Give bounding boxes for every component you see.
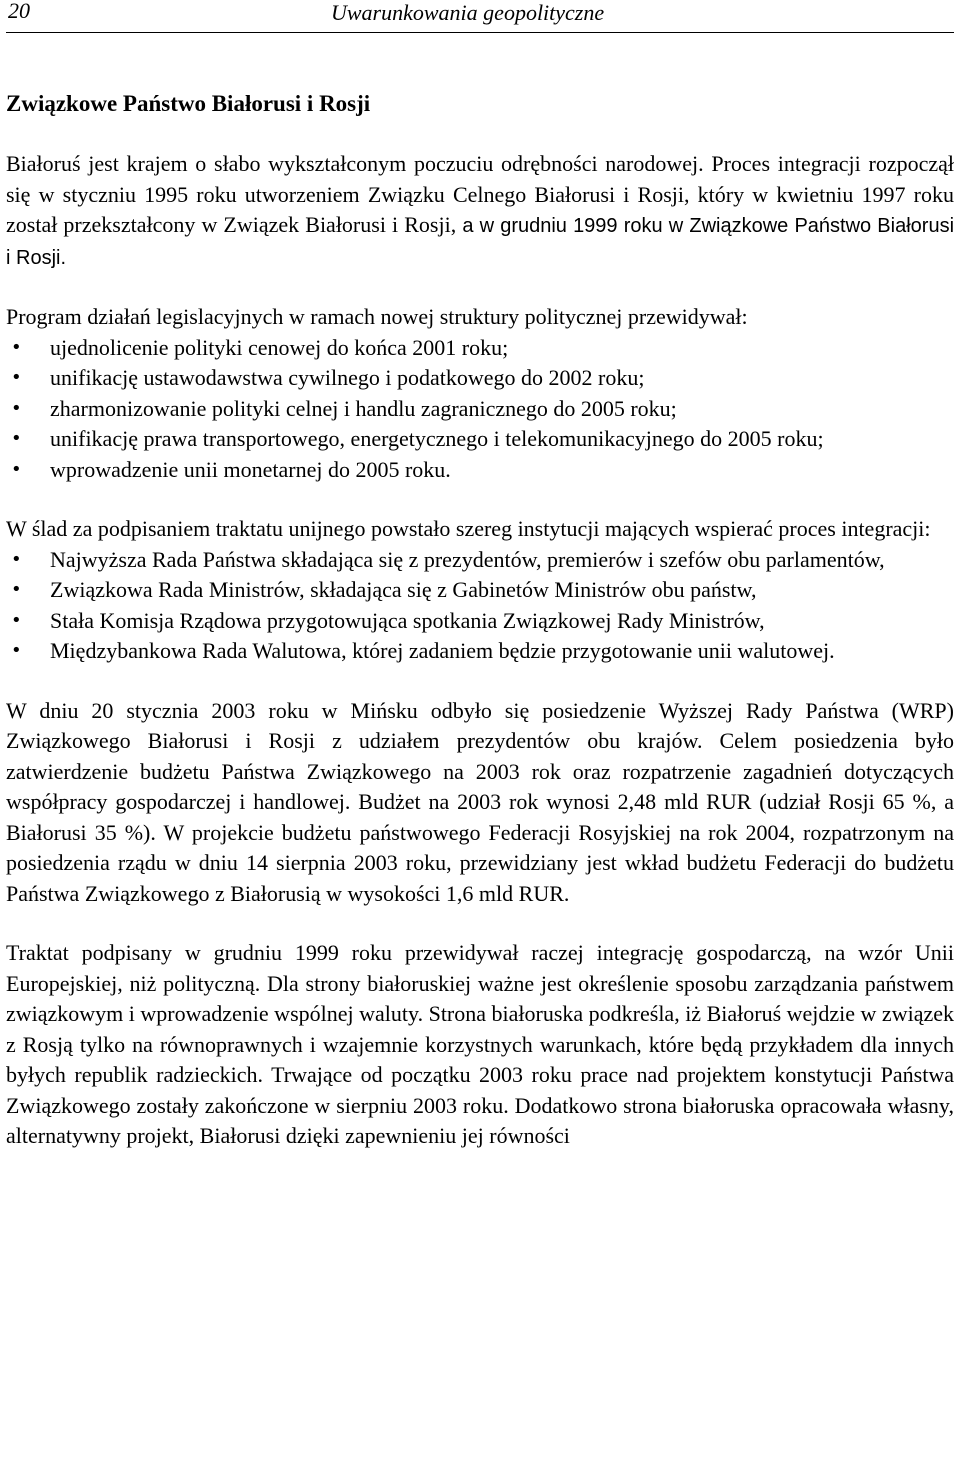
paragraph-institutions-intro: W ślad za podpisaniem traktatu unijnego powstało szereg instytucji mających wspierać proces integracji: — [6, 516, 931, 541]
list-item: • Stała Komisja Rządowa przygotowująca spotkania Związkowej Rady Ministrów, — [6, 606, 954, 637]
bullet-icon: • — [11, 579, 22, 600]
bullet-icon: • — [11, 336, 22, 358]
bullet-icon: • — [11, 397, 22, 419]
bullet-icon: • — [11, 458, 22, 480]
list-item: • Międzybankowa Rada Walutowa, której zadaniem będzie przygotowanie unii walutowej. — [6, 636, 954, 667]
list-item: • Najwyższa Rada Państwa składająca się z prezydentów, premierów i szefów obu parlamentów, — [6, 545, 954, 576]
paragraph-treaty: Traktat podpisany w grudniu 1999 roku przewidywał raczej integrację gospodarczą, na wzór Unii Europejskiej, niż polityczną. Dla strony białoruskiej ważne jest określenie sposobu zarządzania państwem związkowym i wprowadzenie wspólnej waluty. Strona białoruska podkreśla, iż Białoruś wejdzie w związek z Rosją tylko na równoprawnych i wzajemnie korzystnych warunkach, które będą przykładem dla innych byłych republik radzieckich. Trwające od początku 2003 roku prace nad projektem konstytucji Państwa Związkowego zostały zakończone w sierpniu 2003 roku. Dodatkowo strona białoruska opracowała własny, alternatywny projekt, Białorusi dzięki zapewnieniu jej równości — [6, 940, 954, 1148]
institutions-list — [6, 545, 954, 667]
list-item: • zharmonizowanie polityki celnej i handlu zagranicznego do 2005 roku; — [6, 394, 954, 425]
list-item: • Związkowa Rada Ministrów, składająca się z Gabinetów Ministrów obu państw, — [6, 575, 954, 606]
running-header — [6, 0, 954, 33]
bullet-icon: • — [11, 609, 22, 631]
list-item: • ujednolicenie polityki cenowej do końca 2001 roku; — [6, 333, 954, 364]
bullet-icon: • — [11, 548, 22, 570]
list-item: • unifikację ustawodawstwa cywilnego i podatkowego do 2002 roku; — [6, 363, 954, 394]
running-title: Uwarunkowania geopolityczne — [331, 0, 605, 25]
paragraph-wrp-meeting: W dniu 20 stycznia 2003 roku w Mińsku odbyło się posiedzenie Wyższej Rady Państwa (WRP) Związkowego Białorusi i Rosji z udziałem prezydentów obu krajów. Celem posiedzenia było zatwierdzenie budżetu Państwa Związkowego na 2003 rok oraz rozpatrzenie zagadnień dotyczących współpracy gospodarczej i handlowej. Budżet na 2003 rok wynosi 2,48 mld RUR (udział Rosji 65 %, a Białorusi 35 %). W projekcie budżetu państwowego Federacji Rosyjskiej na rok 2004, rozpatrzonym na posiedzenia rządu w dniu 14 sierpnia 2003 roku, przewidziany jest wkład budżetu Federacji do budżetu Państwa Związkowego z Białorusią w wysokości 1,6 mld RUR. — [6, 697, 954, 906]
paragraph-intro-text: Białoruś jest krajem o słabo wykształconym poczuciu odrębności narodowej. Proces integracji rozpoczął się w styczniu 1995 roku utworzeniem Związku Celnego Białorusi i Rosji, który w kwietniu 1997 roku został przekształcony w Związek Białorusi i Rosji, — [6, 151, 954, 237]
page-number: 20 — [8, 0, 30, 23]
paragraph-program-intro: Program działań legislacyjnych w ramach nowej struktury politycznej przewidywał: — [6, 304, 748, 329]
list-item: • wprowadzenie unii monetarnej do 2005 roku. — [6, 455, 954, 486]
section-heading: Związkowe Państwo Białorusi i Rosji — [6, 91, 371, 116]
paragraph-intro — [6, 149, 954, 273]
bullet-icon: • — [11, 367, 22, 388]
bullet-icon: • — [11, 640, 22, 661]
list-item: • unifikację prawa transportowego, energetycznego i telekomunikacyjnego do 2005 roku; — [6, 424, 954, 455]
bullet-icon: • — [11, 428, 22, 449]
legislative-program-list — [6, 333, 954, 486]
paragraph-intro-tail: a w grudniu 1999 roku w Związkowe Państwo Białorusi i Rosji. — [6, 215, 955, 269]
